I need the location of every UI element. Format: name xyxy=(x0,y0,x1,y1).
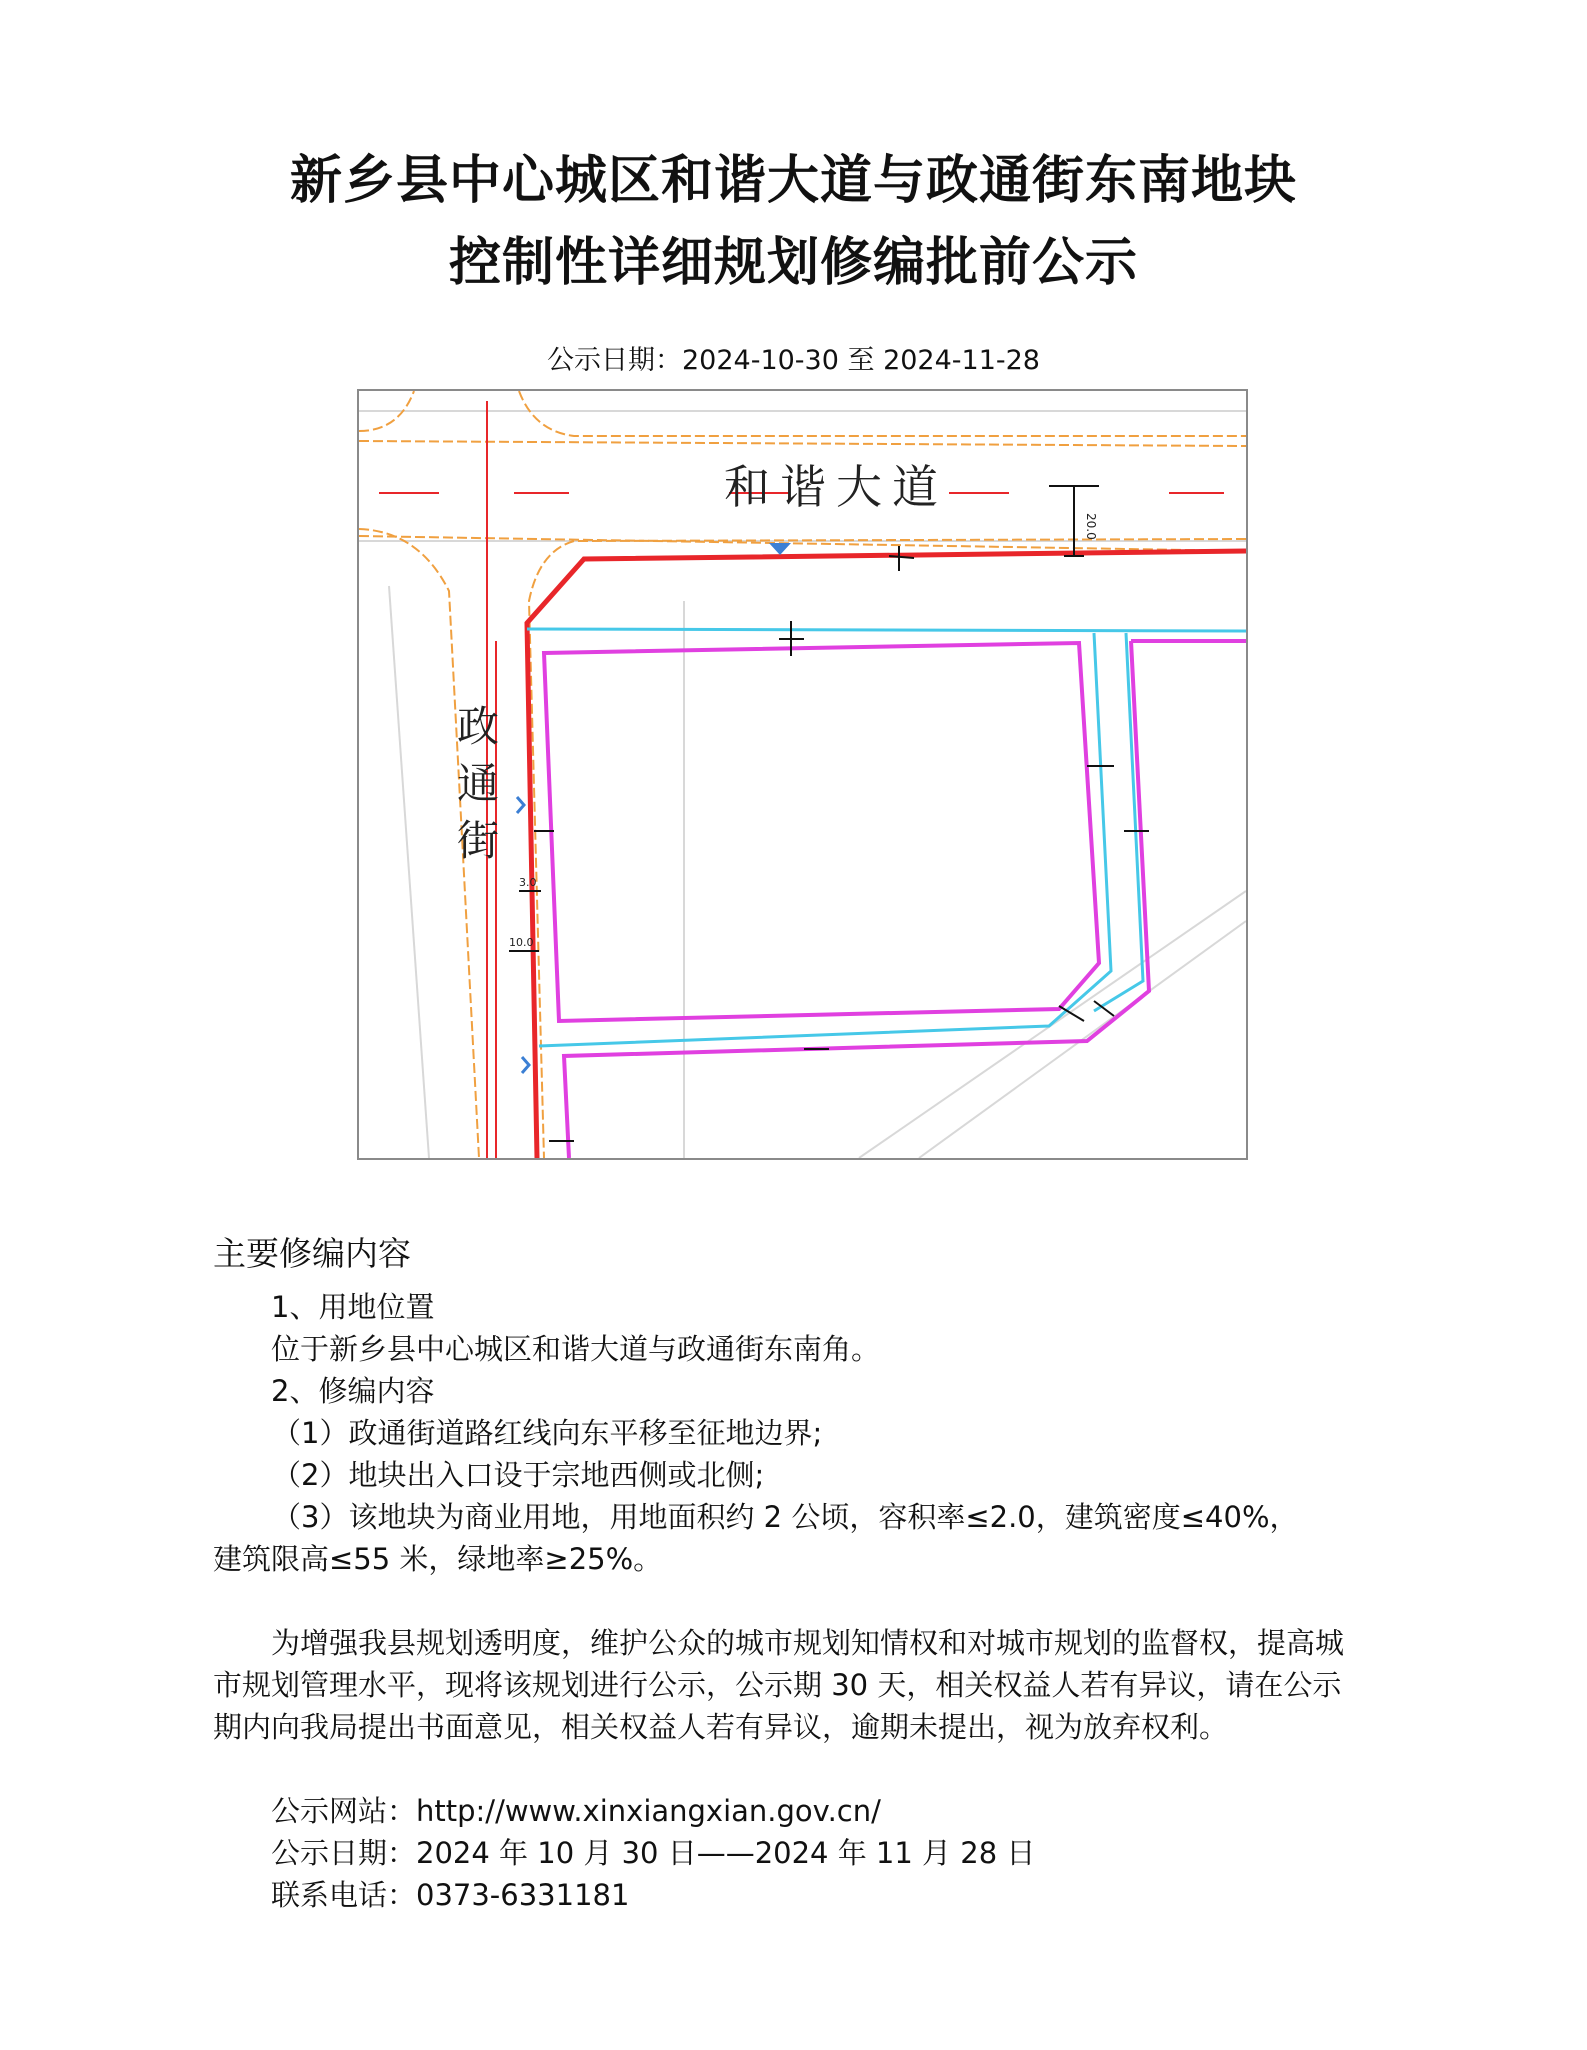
revision-item-3: （3）该地块为商业用地，用地面积约 2 公顷，容积率≤2.0，建筑密度≤40%， xyxy=(272,1500,1299,1534)
revision-item-3-cont: 建筑限高≤55 米，绿地率≥25%。 xyxy=(213,1542,663,1576)
location-title: 1、用地位置 xyxy=(271,1290,435,1324)
road-label-north: 和谐大道 xyxy=(724,460,948,514)
setback-line-east-2 xyxy=(1094,633,1143,1011)
revision-item-1: （1）政通街道路红线向东平移至征地边界; xyxy=(272,1416,823,1450)
notice-paragraph: 为增强我县规划透明度，维护公众的城市规划知情权和对城市规划的监督权，提高城市规划管理水平，现将该规划进行公示，公示期 30 天，相关权益人若有异议，请在公示期内向我局提出书面意见，相关权益人若有异议，逾期未提出，视为放弃权利。 xyxy=(213,1626,1345,1744)
setback-line-east xyxy=(539,633,1111,1046)
notice-period: 公示日期：2024-10-30 至 2024-11-28 xyxy=(547,345,1040,376)
dimension-label: 3.0 xyxy=(519,876,537,889)
plot-boundary xyxy=(544,643,1099,1021)
setback-line-north xyxy=(527,629,1246,631)
revision-item-2: （2）地块出入口设于宗地西侧或北侧; xyxy=(272,1458,765,1492)
planning-map-drawing xyxy=(359,391,1246,1158)
dimension-label: 10.0 xyxy=(509,936,534,949)
page-title-line-1: 新乡县中心城区和谐大道与政通街东南地块 xyxy=(289,151,1297,211)
section-heading: 主要修编内容 xyxy=(213,1234,411,1273)
road-label-west-3: 街 xyxy=(457,816,500,865)
road-label-west-2: 通 xyxy=(457,759,500,808)
notice-website: 公示网站：http://www.xinxiangxian.gov.cn/ xyxy=(271,1794,881,1828)
notice-date: 公示日期：2024 年 10 月 30 日——2024 年 11 月 28 日 xyxy=(271,1836,1036,1870)
road-label-west-1: 政 xyxy=(457,702,500,751)
page-title-line-2: 控制性详细规划修编批前公示 xyxy=(448,233,1138,293)
arrow-icon xyxy=(769,543,791,555)
arrow-icon xyxy=(522,1057,529,1073)
notice-phone: 联系电话：0373-6331181 xyxy=(271,1878,630,1912)
plot-line-outer xyxy=(564,641,1149,1158)
location-text: 位于新乡县中心城区和谐大道与政通街东南角。 xyxy=(271,1332,881,1366)
arrow-icon xyxy=(517,797,524,813)
dimension-label: 20.0 xyxy=(1084,513,1098,540)
planning-map xyxy=(357,389,1248,1160)
revision-title: 2、修编内容 xyxy=(271,1374,435,1408)
